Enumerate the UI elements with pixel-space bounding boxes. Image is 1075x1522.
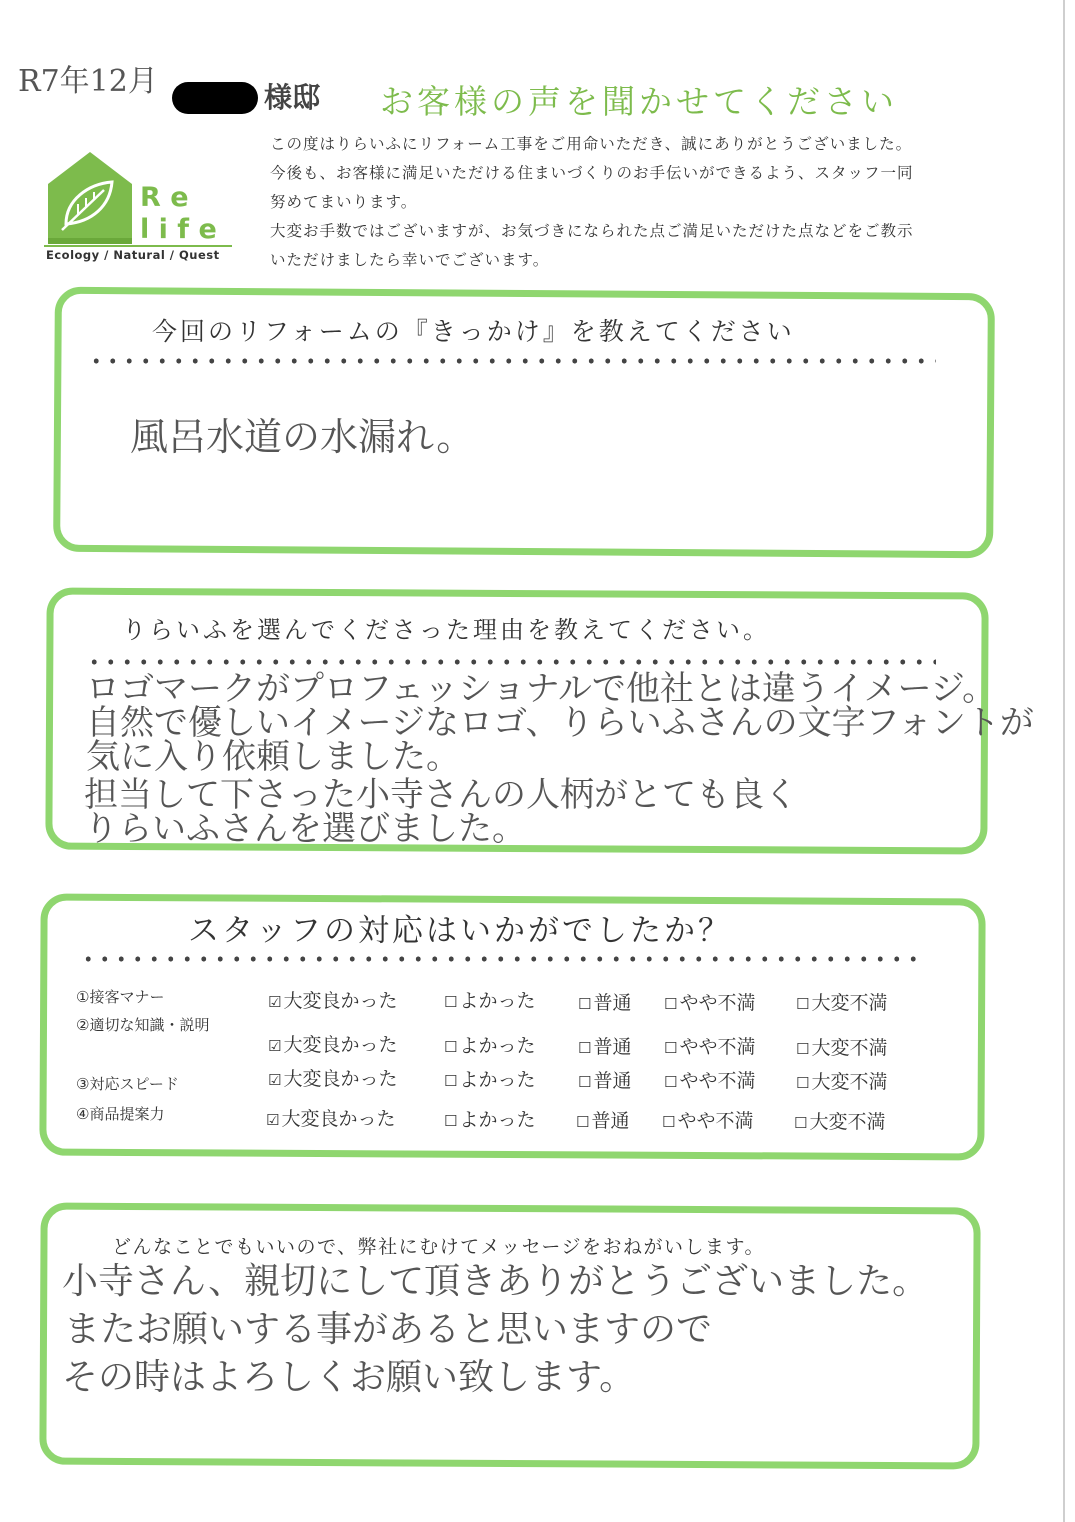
q2-answer-line: ロゴマークがプロフェッショナルで他社とは違うイメージ。 (86, 669, 997, 709)
option[interactable]: ☐ よかった (444, 990, 536, 1012)
option-checked[interactable]: ☑ 大変良かった (268, 990, 398, 1012)
empty-box-icon: ☐ (578, 1039, 592, 1057)
redacted-name (172, 82, 258, 114)
q2-answer-line: 自然で優しいイメージなロゴ、りらいふさんの文字フォントが (86, 703, 1034, 743)
option-checked[interactable]: ☑ 大変良かった (266, 1108, 396, 1130)
page-title: お客様の声を聞かせてください (380, 82, 898, 121)
checked-box-icon: ☑ (268, 1071, 282, 1089)
intro-line: この度はりらいふにリフォーム工事をご用命いただき、誠にありがとうございました。 (270, 135, 913, 153)
logo-line2: l i f e (140, 214, 217, 245)
q2-answer-line: 担当して下さった小寺さんの人柄がとても良く (84, 775, 798, 815)
empty-box-icon: ☐ (578, 995, 592, 1013)
option[interactable]: ☐ 大変不満 (796, 992, 888, 1014)
option[interactable]: ☐ やや不満 (664, 992, 756, 1014)
checked-box-icon: ☑ (268, 1037, 282, 1055)
intro-line: 努めてまいります。 (270, 193, 418, 211)
empty-box-icon: ☐ (664, 1073, 678, 1091)
q4-answer-line: 小寺さん、親切にして頂きありがとうございました。 (62, 1261, 929, 1302)
q2-answer-line: りらいふさんを選びました。 (84, 809, 526, 849)
option-checked[interactable]: ☑ 大変良かった (268, 1034, 398, 1056)
option[interactable]: ☐ 普通 (578, 992, 632, 1014)
q2-answer-line: 気に入り依頼しました。 (86, 737, 460, 777)
option[interactable]: ☐ 普通 (576, 1110, 630, 1132)
option[interactable]: ☐ やや不満 (662, 1110, 754, 1132)
option[interactable]: ☐ 大変不満 (796, 1037, 888, 1059)
date: R7年12月 (18, 64, 158, 99)
empty-box-icon: ☐ (796, 1074, 810, 1092)
option[interactable]: ☐ 大変不満 (796, 1071, 888, 1093)
leaf-icon (44, 150, 234, 250)
rating-label: ④商品提案力 (76, 1105, 165, 1123)
dotted-divider (88, 358, 936, 364)
q2-question: りらいふを選んでくださった理由を教えてください。 (122, 616, 770, 644)
logo-caption: Ecology / Natural / Quest (46, 248, 220, 262)
intro-line: 大変お手数ではございますが、お気づきになられた点ご満足いただけた点などをご教示 (270, 222, 914, 240)
empty-box-icon: ☐ (444, 993, 458, 1011)
option[interactable]: ☐ よかった (444, 1109, 536, 1131)
option[interactable]: ☐ やや不満 (664, 1070, 756, 1092)
empty-box-icon: ☐ (444, 1038, 458, 1056)
rating-label: ②適切な知識・説明 (76, 1016, 210, 1034)
option[interactable]: ☐ やや不満 (664, 1036, 756, 1058)
q4-answer-line: その時はよろしくお願い致します。 (62, 1357, 636, 1398)
q4-question: どんなことでもいいので、弊社にむけてメッセージをおねがいします。 (112, 1236, 765, 1258)
dotted-divider (86, 659, 936, 665)
empty-box-icon: ☐ (664, 995, 678, 1013)
option-checked[interactable]: ☑ 大変良かった (268, 1068, 398, 1090)
honorific: 様邸 (264, 81, 321, 114)
intro-text (270, 130, 1000, 275)
empty-box-icon: ☐ (444, 1112, 458, 1130)
empty-box-icon: ☐ (796, 995, 810, 1013)
q1-question: 今回のリフォームの『きっかけ』を教えてください (152, 317, 795, 346)
relife-logo (44, 150, 234, 262)
option[interactable]: ☐ 普通 (578, 1070, 632, 1092)
logo-line1: R e (140, 182, 189, 213)
empty-box-icon: ☐ (662, 1113, 676, 1131)
option[interactable]: ☐ よかった (444, 1035, 536, 1057)
dotted-divider (80, 956, 926, 962)
empty-box-icon: ☐ (578, 1073, 592, 1091)
q4-answer-line: またお願いする事があると思いますので (64, 1309, 713, 1350)
page-edge (1063, 0, 1065, 1522)
q1-answer: 風呂水道の水漏れ。 (130, 415, 475, 459)
empty-box-icon: ☐ (794, 1114, 808, 1132)
empty-box-icon: ☐ (444, 1072, 458, 1090)
rating-label: ①接客マナー (76, 988, 165, 1006)
empty-box-icon: ☐ (664, 1039, 678, 1057)
intro-line: 今後も、お客様に満足いただける住まいづくりのお手伝いができるよう、スタッフ一同 (270, 164, 914, 182)
option[interactable]: ☐ よかった (444, 1069, 536, 1091)
empty-box-icon: ☐ (576, 1113, 590, 1131)
intro-line: いただけましたら幸いでございます。 (270, 251, 550, 269)
option[interactable]: ☐ 大変不満 (794, 1111, 886, 1133)
checked-box-icon: ☑ (266, 1111, 280, 1129)
empty-box-icon: ☐ (796, 1040, 810, 1058)
rating-label: ③対応スピード (76, 1075, 179, 1093)
q3-question: スタッフの対応はいかがでしたか？ (188, 913, 732, 949)
checked-box-icon: ☑ (268, 993, 282, 1011)
option[interactable]: ☐ 普通 (578, 1036, 632, 1058)
